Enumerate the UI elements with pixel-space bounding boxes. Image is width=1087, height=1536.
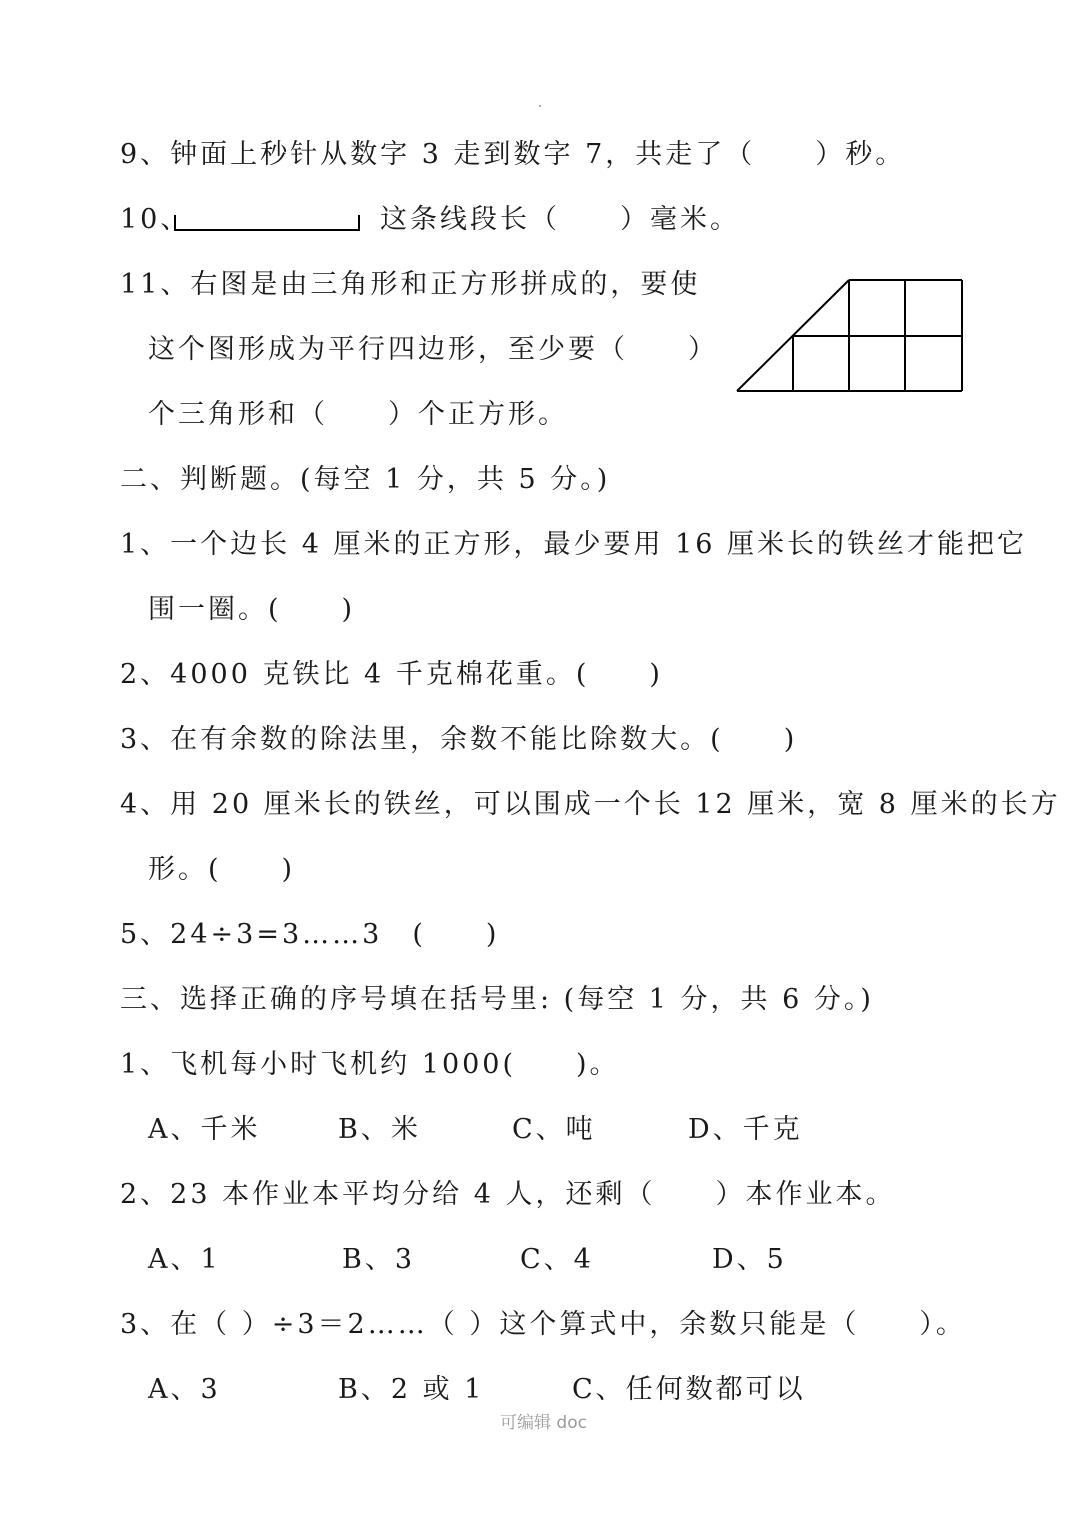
triangle-square-figure: [735, 278, 965, 396]
choice-2-option-d: D、5: [712, 1244, 787, 1275]
judge-2: 2、4000 克铁比 4 千克棉花重。( ): [120, 659, 663, 690]
question-10-prefix: 10、: [120, 204, 191, 235]
section-3-title: 三、选择正确的序号填在括号里: (每空 1 分，共 6 分。): [120, 984, 874, 1015]
choice-2-option-c: C、4: [520, 1244, 594, 1275]
judge-1-line2: 围一圈。( ): [148, 594, 356, 625]
choice-3-option-a: A、3: [148, 1374, 221, 1405]
choice-3-option-c: C、任何数都可以: [572, 1374, 806, 1405]
judge-4-line2: 形。( ): [148, 854, 296, 885]
question-10-text: 这条线段长（ ）毫米。: [380, 204, 740, 235]
footer-watermark: 可编辑 doc: [500, 1413, 587, 1433]
judge-4-line1: 4、用 20 厘米长的铁丝，可以围成一个长 12 厘米，宽 8 厘米的长方: [120, 789, 1061, 820]
choice-3: 3、在（ ）÷3＝2……（ ）这个算式中，余数只能是（ ）。: [120, 1309, 966, 1340]
question-11-line2: 这个图形成为平行四边形，至少要（ ）: [148, 334, 718, 365]
page-dot: [539, 105, 541, 107]
question-9: 9、钟面上秒针从数字 3 走到数字 7，共走了（ ）秒。: [120, 139, 906, 170]
line-segment: [174, 212, 360, 232]
choice-1-option-c: C、吨: [512, 1114, 596, 1145]
choice-1-option-d: D、千克: [688, 1114, 803, 1145]
choice-3-option-b: B、2 或 1: [338, 1374, 485, 1405]
choice-1-option-b: B、米: [338, 1114, 421, 1145]
choice-2: 2、23 本作业本平均分给 4 人，还剩（ ）本作业本。: [120, 1179, 896, 1210]
judge-3: 3、在有余数的除法里，余数不能比除数大。( ): [120, 724, 798, 755]
choice-1-option-a: A、千米: [148, 1114, 261, 1145]
question-11-line1: 11、右图是由三角形和正方形拼成的，要使: [120, 269, 701, 300]
section-2-title: 二、判断题。(每空 1 分，共 5 分。): [120, 464, 611, 495]
judge-5: 5、24÷3=3……3 ( ): [120, 919, 500, 950]
choice-1: 1、飞机每小时飞机约 1000( )。: [120, 1049, 620, 1080]
judge-1-line1: 1、一个边长 4 厘米的正方形，最少要用 16 厘米长的铁丝才能把它: [120, 529, 1028, 560]
question-11-line3: 个三角形和（ ）个正方形。: [148, 399, 568, 430]
choice-2-option-a: A、1: [148, 1244, 221, 1275]
choice-2-option-b: B、3: [342, 1244, 416, 1275]
